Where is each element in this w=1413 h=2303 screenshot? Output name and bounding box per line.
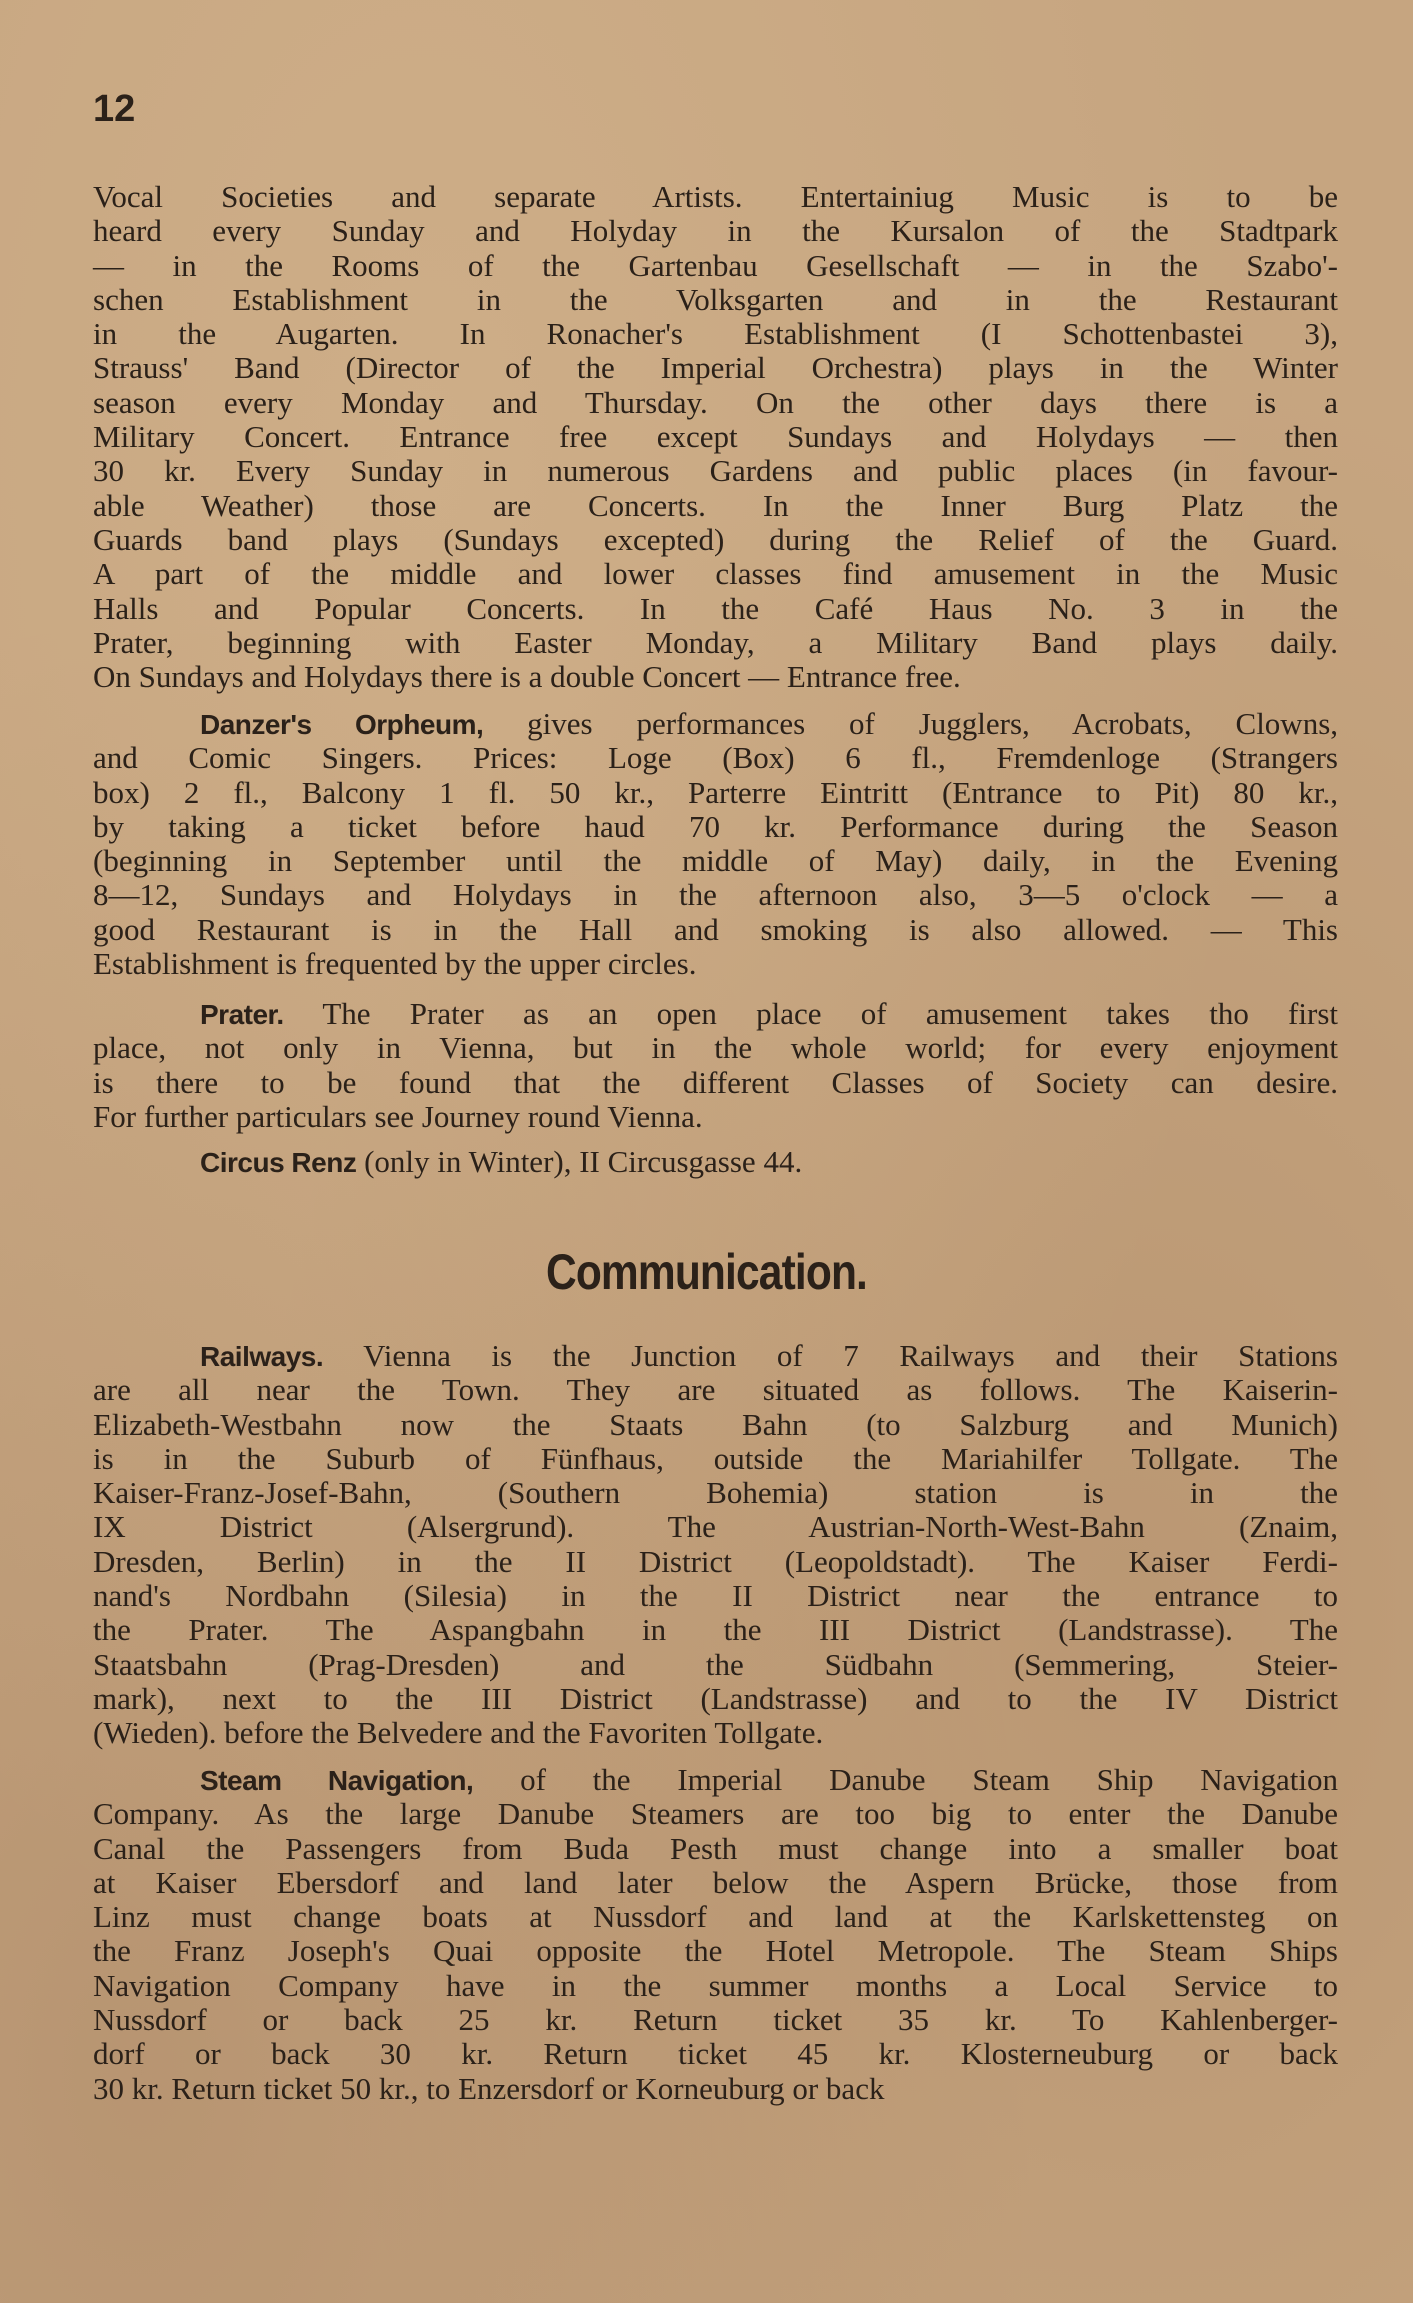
run-in-heading: Danzer's Orpheum,: [200, 709, 484, 740]
text-line: Kaiser-Franz-Josef-Bahn, (Southern Bohemia) station is in the: [93, 1475, 1338, 1511]
text-line: 8—12, Sundays and Holydays in the afternoon also, 3—5 o'clock — a: [93, 877, 1338, 913]
text-line: Staatsbahn (Prag-Dresden) and the Südbahn (Semmering, Steier-: [93, 1646, 1338, 1682]
text-line: Strauss' Band (Director of the Imperial Orchestra) plays in the Winter: [93, 350, 1338, 386]
text-line: 30 kr. Every Sunday in numerous Gardens and public places (in favour-: [93, 453, 1338, 489]
text-line: Navigation Company have in the summer months a Local Service to: [93, 1967, 1338, 2003]
text-line: Nussdorf or back 25 kr. Return ticket 35 kr. To Kahlenberger-: [93, 2002, 1338, 2038]
text-line: able Weather) those are Concerts. In the Inner Burg Platz the: [93, 487, 1338, 523]
line-text: (only in Winter), II Circusgasse 44.: [356, 1144, 803, 1179]
text-line: mark), next to the III District (Landstrasse) and to the IV District: [93, 1680, 1338, 1716]
text-line: [93, 707, 1338, 741]
text-line: place, not only in Vienna, but in the whole world; for every enjoyment: [93, 1030, 1338, 1066]
run-in-heading: Circus Renz: [200, 1147, 357, 1178]
text-line: On Sundays and Holydays there is a double Concert — Entrance free.: [93, 659, 961, 695]
text-line: Establishment is frequented by the upper circles.: [93, 946, 697, 982]
text-line: in the Augarten. In Ronacher's Establishment (I Schottenbastei 3),: [93, 316, 1338, 352]
text-line: — in the Rooms of the Gartenbau Gesellschaft — in the Szabo'-: [93, 247, 1338, 283]
text-line: and Comic Singers. Prices: Loge (Box) 6 fl., Fremdenloge (Strangers: [93, 740, 1338, 776]
text-line: A part of the middle and lower classes find amusement in the Music: [93, 556, 1338, 592]
text-line: is there to be found that the different Classes of Society can desire.: [93, 1064, 1338, 1100]
text-line: 30 kr. Return ticket 50 kr., to Enzersdorf or Korneuburg or back: [93, 2070, 885, 2106]
text-line: is in the Suburb of Fünfhaus, outside the Mariahilfer Tollgate. The: [93, 1440, 1338, 1476]
text-line: (beginning in September until the middle of May) daily, in the Evening: [93, 843, 1338, 879]
text-line: heard every Sunday and Holyday in the Kursalon of the Stadtpark: [93, 213, 1338, 249]
line-text: The Prater as an open place of amusement takes tho first: [283, 996, 1338, 1031]
line-text: of the Imperial Danube Steam Ship Navigation: [473, 1762, 1339, 1797]
text-line: Canal the Passengers from Buda Pesth must change into a smaller boat: [93, 1830, 1338, 1866]
text-line: nand's Nordbahn (Silesia) in the II District near the entrance to: [93, 1578, 1338, 1614]
section-heading: Communication.: [545, 1244, 868, 1300]
text-line: box) 2 fl., Balcony 1 fl. 50 kr., Parterre Eintritt (Entrance to Pit) 80 kr.,: [93, 774, 1338, 810]
line-text: gives performances of Jugglers, Acrobats, Clowns,: [483, 706, 1339, 741]
text-line: are all near the Town. They are situated as follows. The Kaiserin-: [93, 1372, 1338, 1408]
text-line: Guards band plays (Sundays excepted) during the Relief of the Guard.: [93, 521, 1338, 557]
paragraph-railways: [93, 1339, 1338, 1751]
text-line: (Wieden). before the Belvedere and the Favoriten Tollgate.: [93, 1715, 824, 1751]
text-line: schen Establishment in the Volksgarten and in the Restaurant: [93, 281, 1338, 317]
text-line: at Kaiser Ebersdorf and land later below the Aspern Brücke, those from: [93, 1864, 1338, 1900]
paragraph-steam-navigation: [93, 1763, 1338, 2106]
paragraph-prater: [93, 997, 1338, 1134]
page-number: 12: [93, 88, 136, 130]
text-line: by taking a ticket before haud 70 kr. Performance during the Season: [93, 808, 1338, 844]
text-line: Military Concert. Entrance free except Sundays and Holydays — then: [93, 419, 1338, 455]
text-line: Prater, beginning with Easter Monday, a Military Band plays daily.: [93, 624, 1338, 660]
text-line: [93, 1763, 1338, 1797]
text-line: [93, 1339, 1338, 1373]
run-in-heading: Prater.: [200, 999, 284, 1030]
line-text: Vienna is the Junction of 7 Railways and their Stations: [323, 1338, 1338, 1373]
run-in-heading: Railways.: [200, 1341, 324, 1372]
paragraph-danzers-orpheum: [93, 707, 1338, 981]
text-line: season every Monday and Thursday. On the other days there is a: [93, 384, 1338, 420]
text-line: [93, 997, 1338, 1031]
text-line: dorf or back 30 kr. Return ticket 45 kr. Klosterneuburg or back: [93, 2036, 1338, 2072]
text-line: Elizabeth-Westbahn now the Staats Bahn (to Salzburg and Munich): [93, 1406, 1338, 1442]
text-line: Halls and Popular Concerts. In the Café Haus No. 3 in the: [93, 590, 1338, 626]
text-line: the Prater. The Aspangbahn in the III District (Landstrasse). The: [93, 1612, 1338, 1648]
paragraph-music: [93, 180, 1338, 694]
paragraph-circus-renz: [93, 1145, 1338, 1179]
text-line: [93, 1145, 1338, 1179]
run-in-heading: Steam Navigation,: [200, 1765, 474, 1796]
text-line: Company. As the large Danube Steamers are too big to enter the Danube: [93, 1796, 1338, 1832]
text-line: Linz must change boats at Nussdorf and land at the Karlskettensteg on: [93, 1899, 1338, 1935]
text-line: Dresden, Berlin) in the II District (Leopoldstadt). The Kaiser Ferdi-: [93, 1543, 1338, 1579]
text-line: good Restaurant is in the Hall and smoking is also allowed. — This: [93, 911, 1338, 947]
text-line: the Franz Joseph's Quai opposite the Hotel Metropole. The Steam Ships: [93, 1933, 1338, 1969]
text-line: IX District (Alsergrund). The Austrian-North-West-Bahn (Znaim,: [93, 1509, 1338, 1545]
text-line: Vocal Societies and separate Artists. Entertainiug Music is to be: [93, 179, 1338, 214]
text-line: For further particulars see Journey round Vienna.: [93, 1098, 703, 1134]
